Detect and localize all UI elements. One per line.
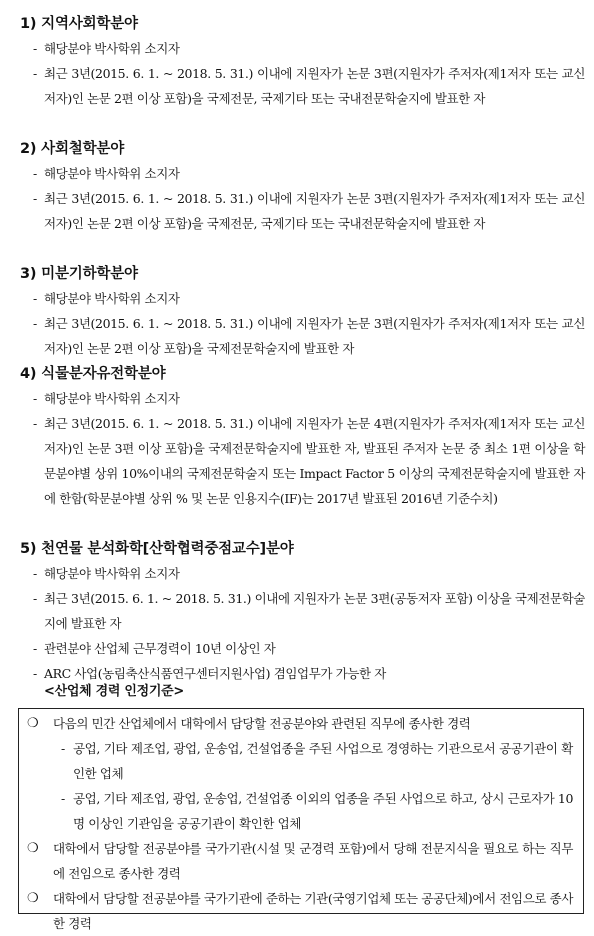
dash-marker: -	[33, 591, 37, 606]
dash-marker: -	[33, 641, 37, 656]
criteria-text: 대학에서 담당할 전공분야를 국가기관(시설 및 군경력 포함)에서 당해 전문지식을 필요로 하는 직무에 전임으로 종사한 경력	[53, 841, 573, 881]
dash-marker: -	[61, 791, 65, 806]
criteria-bullet	[27, 836, 573, 886]
requirement-text: 최근 3년(2015. 6. 1. ~ 2018. 5. 31.) 이내에 지원자가 논문 4편(지원자가 주저자(제1저자 또는 교신저자)인 논문 3편 이상 포함)을 국제전문학술지에 발표한 자, 발표된 주저자 논문 중 최소 1편 이상을 학문분야별 상위 10%이내의 국제전문학술지 또는 Impact Factor 5 이상의 국제전문학술지에 발표한 자에 한함(학문분야별 상위 % 및 논문 인용지수(IF)는 2017년 발표된 2016년 기준수치)	[44, 416, 585, 506]
dash-marker: -	[33, 316, 37, 331]
criteria-bullet	[27, 886, 573, 936]
section-plant-molecular-genetics	[20, 362, 585, 511]
requirement-item	[20, 161, 585, 186]
requirement-item	[20, 561, 585, 586]
dash-marker: -	[33, 391, 37, 406]
requirement-text: 해당분야 박사학위 소지자	[44, 566, 180, 581]
criteria-text: 대학에서 담당할 전공분야를 국가기관에 준하는 기관(국영기업체 또는 공공단체)에서 전임으로 종사한 경력	[53, 891, 573, 931]
section-title: 4) 식물분자유전학분야	[20, 366, 166, 382]
requirement-item	[20, 586, 585, 636]
circle-bullet-icon: ❍	[27, 716, 39, 731]
requirement-text: 최근 3년(2015. 6. 1. ~ 2018. 5. 31.) 이내에 지원자가 논문 3편(지원자가 주저자(제1저자 또는 교신저자)인 논문 2편 이상 포함)을 국제전문학술지에 발표한 자	[44, 316, 585, 356]
criteria-text: 다음의 민간 산업체에서 대학에서 담당할 전공분야와 관련된 직무에 종사한 경력	[53, 716, 471, 731]
section-differential-geometry	[20, 262, 585, 361]
criteria-bullet	[27, 711, 573, 736]
criteria-subitem-text: 공업, 기타 제조업, 광업, 운송업, 건설업종을 주된 사업으로 경영하는 기관으로서 공공기관이 확인한 업체	[73, 741, 573, 781]
dash-marker: -	[61, 741, 65, 756]
requirement-text: 최근 3년(2015. 6. 1. ~ 2018. 5. 31.) 이내에 지원자가 논문 3편(지원자가 주저자(제1저자 또는 교신저자)인 논문 2편 이상 포함)을 국제전문, 국제기타 또는 국내전문학술지에 발표한 자	[44, 66, 585, 106]
requirement-text: 해당분야 박사학위 소지자	[44, 291, 180, 306]
dash-marker: -	[33, 416, 37, 431]
circle-bullet-icon: ❍	[27, 841, 39, 856]
dash-marker: -	[33, 666, 37, 681]
requirement-item	[20, 186, 585, 236]
requirement-item	[20, 311, 585, 361]
requirement-item	[20, 61, 585, 111]
requirement-item	[20, 386, 585, 411]
requirement-text: 해당분야 박사학위 소지자	[44, 166, 180, 181]
requirement-text: 최근 3년(2015. 6. 1. ~ 2018. 5. 31.) 이내에 지원자가 논문 3편(지원자가 주저자(제1저자 또는 교신저자)인 논문 2편 이상 포함)을 국제전문, 국제기타 또는 국내전문학술지에 발표한 자	[44, 191, 585, 231]
requirement-item	[20, 411, 585, 511]
dash-marker: -	[33, 41, 37, 56]
section-title: 1) 지역사회학분야	[20, 16, 138, 32]
requirement-item	[20, 286, 585, 311]
section-title: 2) 사회철학분야	[20, 141, 125, 157]
requirement-item	[20, 36, 585, 61]
dash-marker: -	[33, 66, 37, 81]
criteria-subitem	[27, 786, 573, 836]
requirement-text: ARC 사업(농림축산식품연구센터지원사업) 겸임업무가 가능한 자	[44, 666, 386, 681]
dash-marker: -	[33, 291, 37, 306]
circle-bullet-icon: ❍	[27, 891, 39, 906]
requirement-text: 관련분야 산업체 근무경력이 10년 이상인 자	[44, 641, 276, 656]
section-social-philosophy	[20, 137, 585, 236]
criteria-heading: <산업체 경력 인정기준>	[44, 684, 184, 699]
section-natural-products-chemistry	[20, 537, 585, 686]
dash-marker: -	[33, 566, 37, 581]
requirement-text: 최근 3년(2015. 6. 1. ~ 2018. 5. 31.) 이내에 지원자가 논문 3편(공동저자 포함) 이상을 국제전문학술지에 발표한 자	[44, 591, 585, 631]
dash-marker: -	[33, 191, 37, 206]
criteria-subitem	[27, 736, 573, 786]
requirement-text: 해당분야 박사학위 소지자	[44, 391, 180, 406]
criteria-box	[18, 708, 584, 931]
dash-marker: -	[33, 166, 37, 181]
section-title: 3) 미분기하학분야	[20, 266, 138, 282]
requirement-item	[20, 636, 585, 661]
criteria-subitem-text: 공업, 기타 제조업, 광업, 운송업, 건설업종 이외의 업종을 주된 사업으로 하고, 상시 근로자가 10명 이상인 기관임을 공공기관이 확인한 업체	[73, 791, 573, 831]
section-regional-sociology	[20, 12, 585, 111]
section-title: 5) 천연물 분석화학[산학협력중점교수]분야	[20, 541, 294, 557]
requirement-text: 해당분야 박사학위 소지자	[44, 41, 180, 56]
